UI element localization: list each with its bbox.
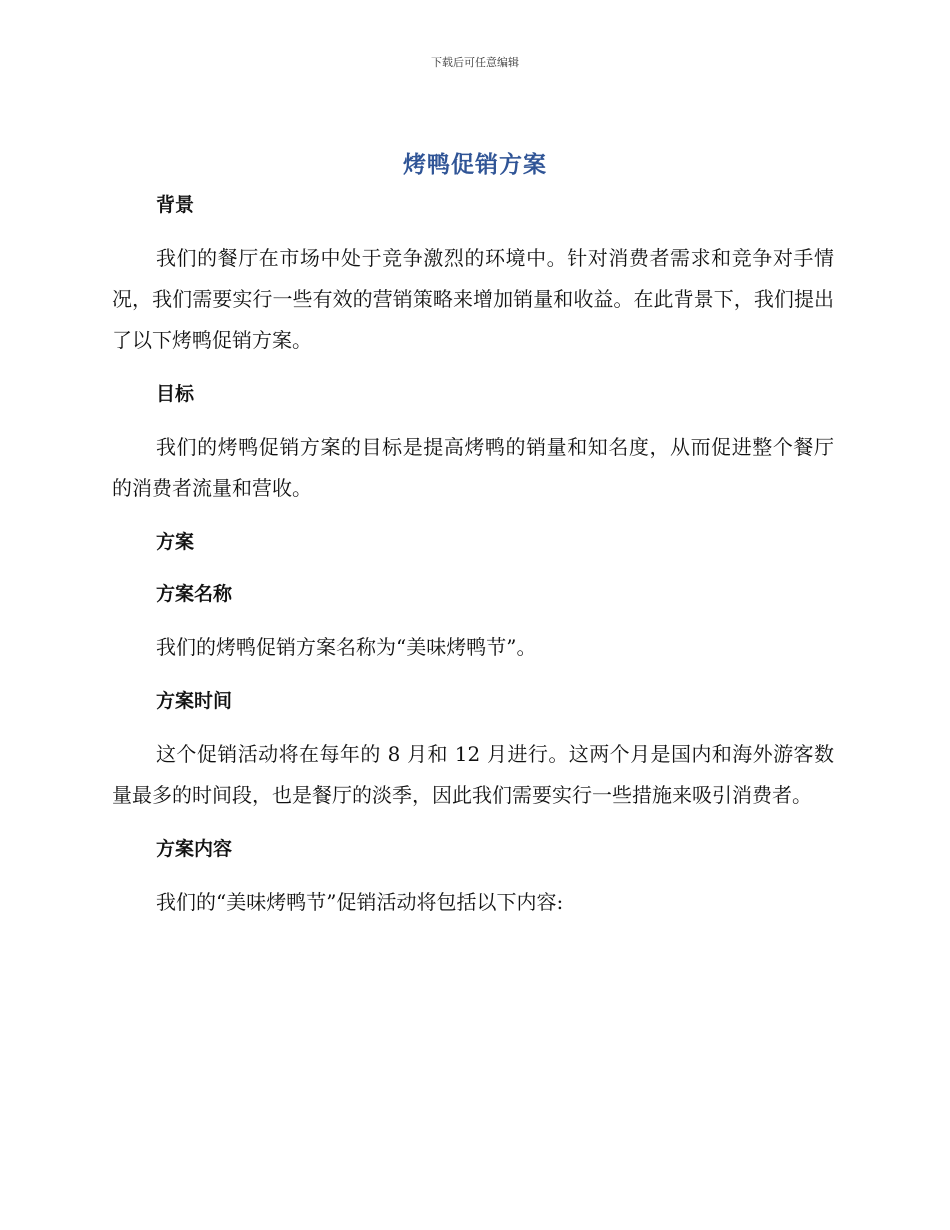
paragraph-plan-time: 这个促销活动将在每年的 8 月和 12 月进行。这两个月是国内和海外游客数量最多的时间段，也是餐厅的淡季，因此我们需要实行一些措施来吸引消费者。 xyxy=(112,742,834,807)
paragraph-plan-name: 我们的烤鸭促销方案名称为“美味烤鸭节”。 xyxy=(156,635,537,659)
document-title: 烤鸭促销方案 xyxy=(403,152,547,178)
paragraph-plan-content: 我们的“美味烤鸭节”促销活动将包括以下内容: xyxy=(156,890,564,914)
heading-plan-name: 方案名称 xyxy=(156,583,233,605)
heading-background: 背景 xyxy=(156,194,195,216)
document-body xyxy=(112,186,834,923)
heading-plan-content: 方案内容 xyxy=(156,838,233,860)
heading-goal: 目标 xyxy=(156,383,195,405)
header-note: 下载后可任意编辑 xyxy=(431,56,519,69)
heading-plan: 方案 xyxy=(156,531,195,553)
paragraph-background: 我们的餐厅在市场中处于竞争激烈的环境中。针对消费者需求和竞争对手情况，我们需要实行一些有效的营销策略来增加销量和收益。在此背景下，我们提出了以下烤鸭促销方案。 xyxy=(112,246,834,352)
heading-plan-time: 方案时间 xyxy=(156,690,233,712)
paragraph-goal: 我们的烤鸭促销方案的目标是提高烤鸭的销量和知名度，从而促进整个餐厅的消费者流量和营收。 xyxy=(112,435,834,500)
